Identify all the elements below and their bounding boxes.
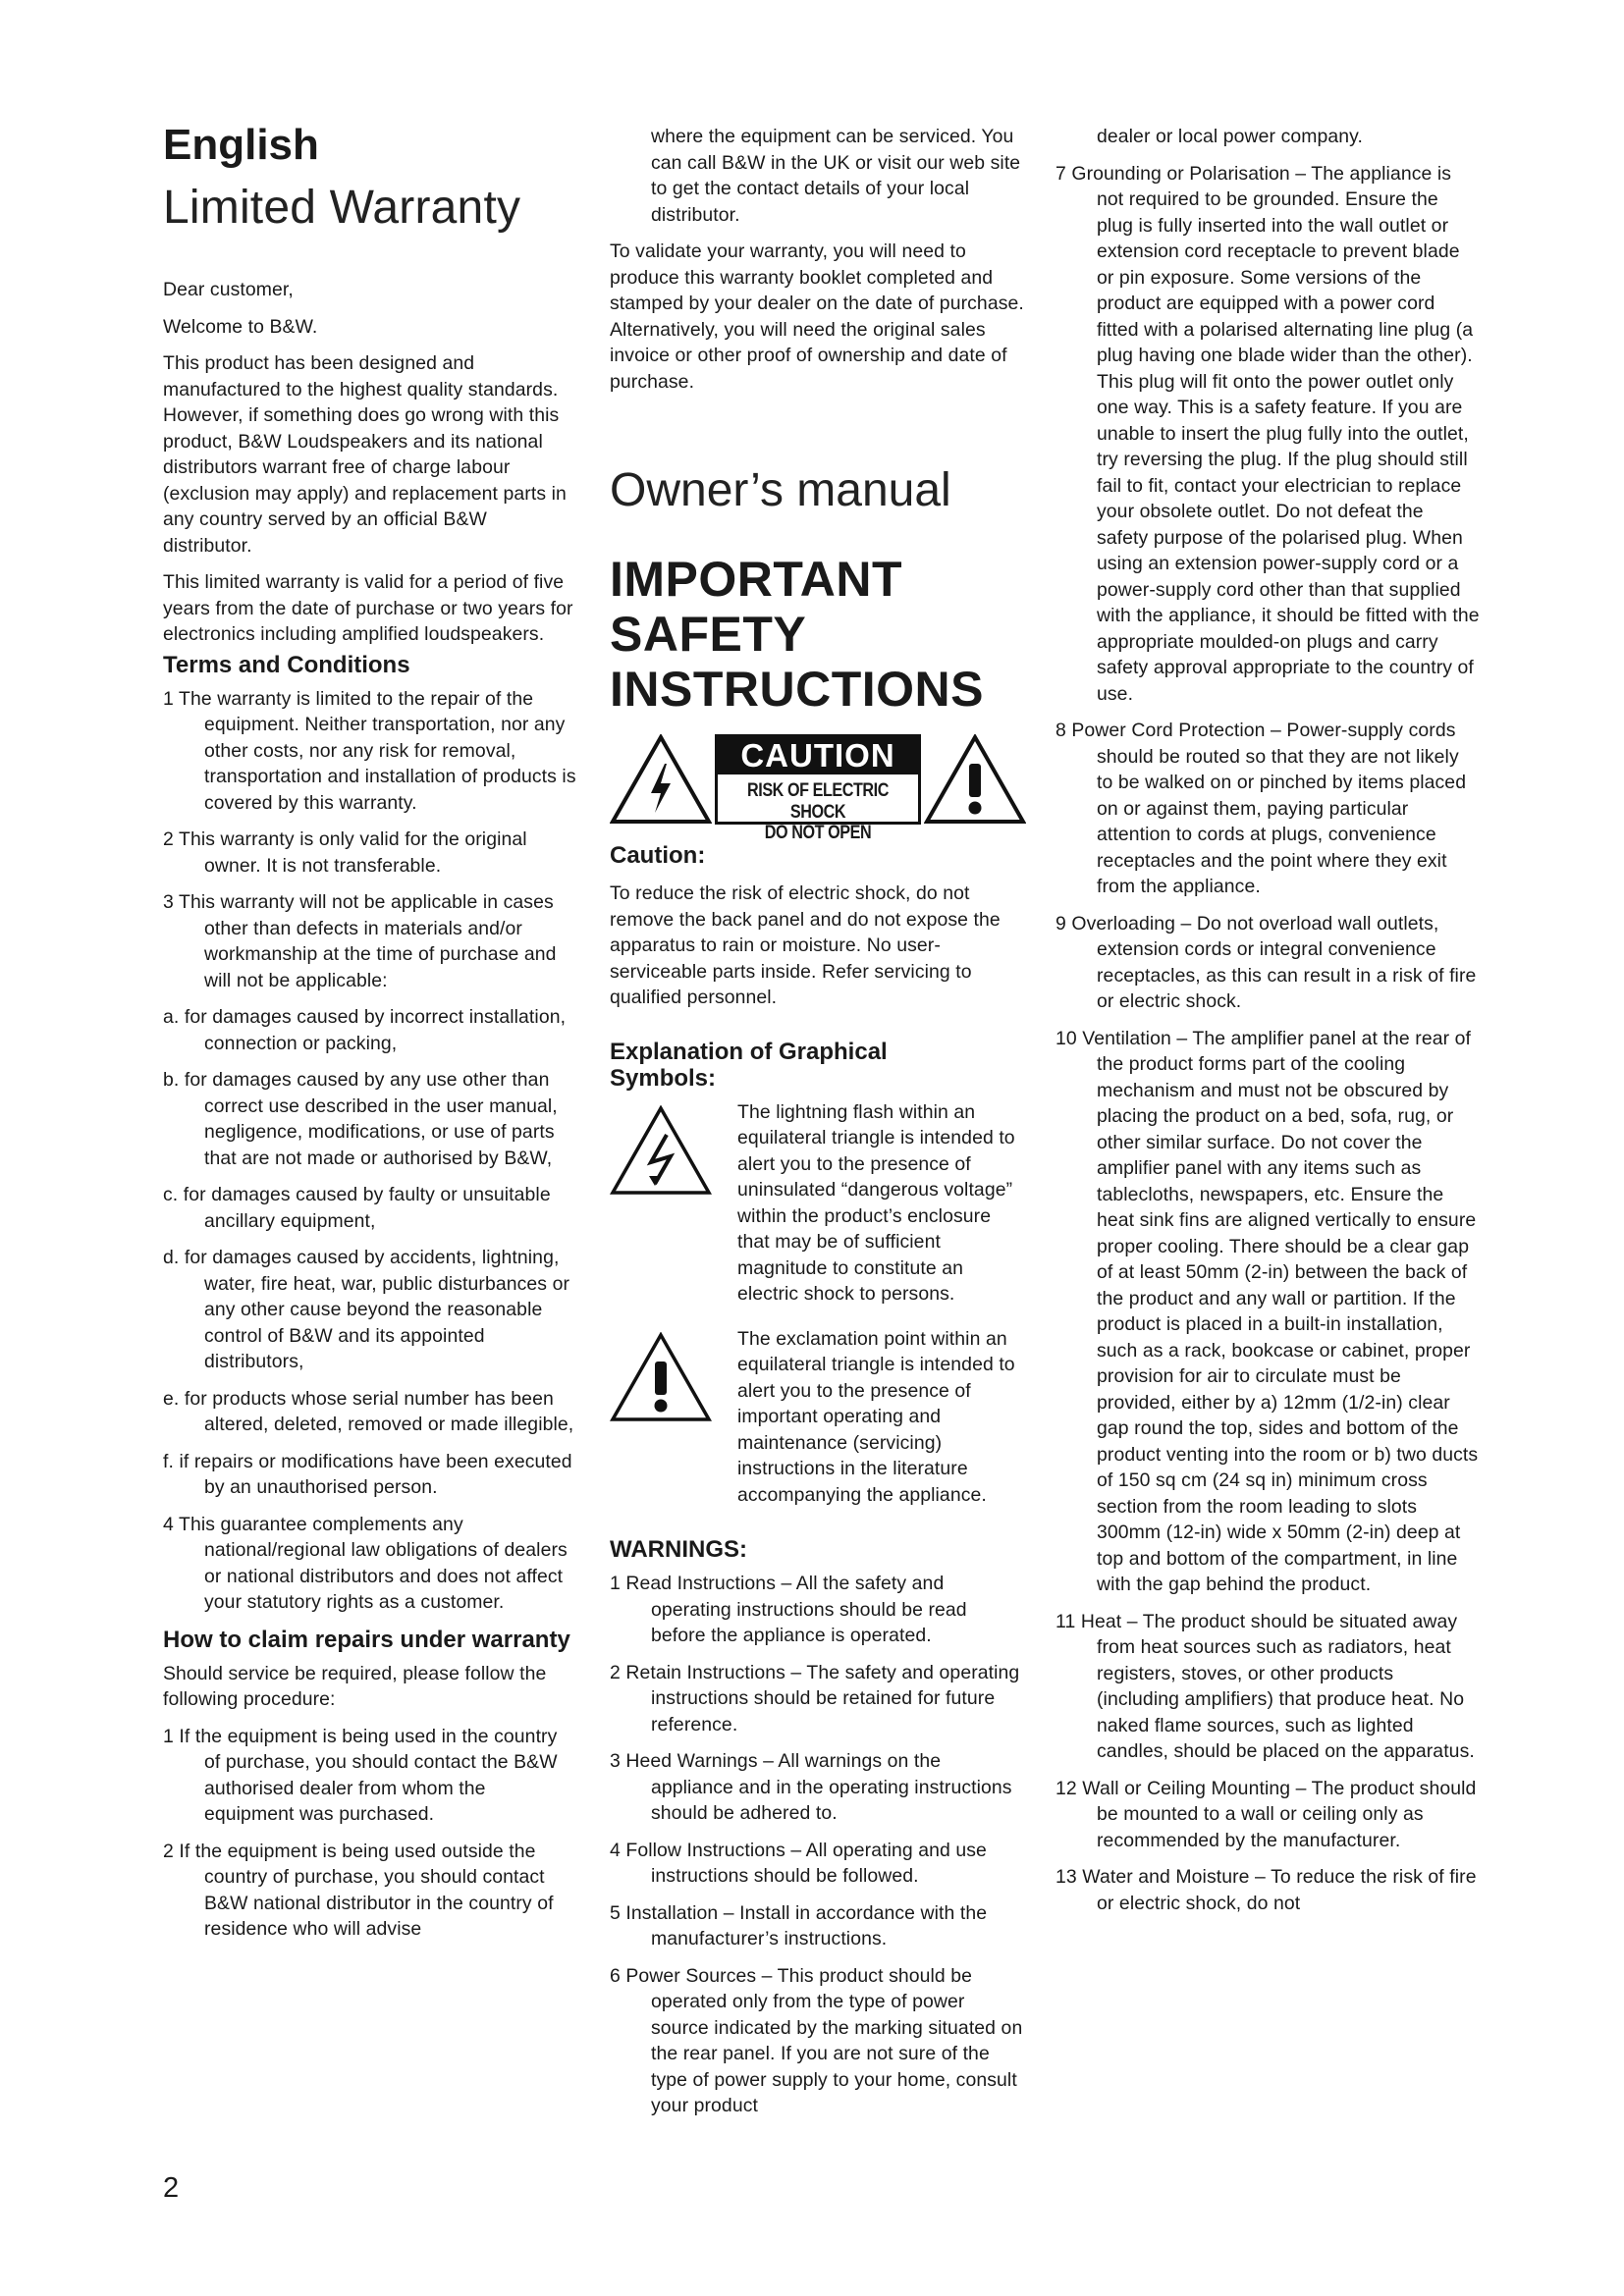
- list-item-text: The warranty is limited to the repair of the equipment. Neither transportation, nor any other costs, nor any risk for removal, transportation and installation of products is covered by this warranty.: [179, 687, 576, 814]
- language-heading: English: [163, 121, 319, 169]
- exclamation-symbol-text: The exclamation point within an equilateral triangle is intended to alert you to the presence of important operating and maintenance (servicing) instructions in the literature accompanying the appliance.: [737, 1327, 1015, 1506]
- list-item: [163, 1512, 577, 1616]
- list-item-text: if repairs or modifications have been executed by an unauthorised person.: [179, 1450, 572, 1498]
- exclamation-symbol-icon: [610, 1332, 712, 1422]
- list-item-text: Heat – The product should be situated away from heat sources such as radiators, heat registers, stoves, or other products (including amplifiers) that produce heat. No naked flame sources, such as lighted candles, should be placed on the apparatus.: [1080, 1610, 1475, 1762]
- safety-title: IMPORTANT SAFETY INSTRUCTIONS: [610, 552, 984, 717]
- list-item-number: 5: [610, 1901, 621, 1924]
- list-item-text: Installation – Install in accordance with the manufacturer’s instructions.: [625, 1901, 988, 1949]
- list-item: [610, 1900, 1026, 1952]
- list-item-number: 4: [163, 1513, 174, 1535]
- list-item-text: for damages caused by accidents, lightning, water, fire heat, war, public disturbances or any other cause beyond the reasonable control of B&W and its appointed distributors,: [184, 1247, 570, 1372]
- list-item-text: for products whose serial number has been altered, deleted, removed or made illegible,: [184, 1387, 574, 1435]
- lightning-warning-icon: [610, 734, 712, 825]
- list-item: [1056, 161, 1480, 708]
- list-item-number: 10: [1056, 1027, 1077, 1049]
- list-item-text: Heed Warnings – All warnings on the appliance and in the operating instructions should be adhered to.: [625, 1750, 1012, 1824]
- warranty-column: [163, 122, 577, 1953]
- lightning-symbol-explanation: [610, 1099, 1026, 1318]
- claim-continued: where the equipment can be serviced. You can call B&W in the UK or visit our web site to get the contact details of your local distributor.: [651, 126, 1021, 226]
- list-item-text: Wall or Ceiling Mounting – The product should be mounted to a wall or ceiling only as recommended by the manufacturer.: [1082, 1777, 1477, 1851]
- list-item-text: for damages caused by faulty or unsuitable ancillary equipment,: [183, 1184, 551, 1232]
- caution-label-title: CAUTION: [718, 737, 918, 774]
- caution-label-line1: RISK OF ELECTRIC SHOCK: [747, 780, 889, 823]
- list-item: [163, 827, 577, 879]
- list-item-number: 2: [163, 828, 174, 850]
- list-item: [610, 1963, 1026, 2119]
- owners-manual-heading: Owner’s manual: [610, 464, 951, 516]
- list-item-text: for damages caused by incorrect installation, connection or packing,: [184, 1006, 567, 1054]
- list-item: [1056, 911, 1480, 1015]
- list-item: [163, 1067, 577, 1171]
- list-item-text: This warranty is only valid for the original owner. It is not transferable.: [179, 828, 527, 877]
- list-item-number: 11: [1056, 1610, 1076, 1632]
- list-item-number: 6: [610, 1964, 621, 1987]
- list-item: [1056, 718, 1480, 900]
- list-item-number: 2: [163, 1840, 174, 1862]
- list-item: [163, 1004, 577, 1056]
- list-item: [610, 1748, 1026, 1827]
- exclamation-symbol-explanation: [610, 1326, 1026, 1520]
- list-item-number: 12: [1056, 1777, 1077, 1799]
- list-item: [163, 1724, 577, 1828]
- claim-heading: How to claim repairs under warranty: [163, 1626, 570, 1653]
- validate-paragraph: To validate your warranty, you will need to produce this warranty booklet completed and stamped by your dealer on the date of purchase. Alternatively, you will need the original sales invoice or other proof of ownership and date of purchase.: [610, 240, 1024, 393]
- greeting: Dear customer,: [163, 279, 294, 300]
- list-item-number: 13: [1056, 1866, 1077, 1888]
- list-item-number: 3: [163, 891, 174, 913]
- list-item-number: 9: [1056, 912, 1066, 934]
- warnings-list-continued: [1056, 161, 1480, 1917]
- list-item: [163, 1245, 577, 1375]
- list-item-text: Follow Instructions – All operating and use instructions should be followed.: [625, 1839, 987, 1887]
- list-item-number: 1: [163, 687, 174, 710]
- list-item-number: c.: [163, 1184, 179, 1205]
- list-item-number: 8: [1056, 720, 1066, 741]
- list-item-text: If the equipment is being used in the country of purchase, you should contact the B&W authorised dealer from whom the equipment was purchased.: [179, 1725, 558, 1825]
- list-item: [163, 1449, 577, 1501]
- caution-text: To reduce the risk of electric shock, do not remove the back panel and do not expose the apparatus to rain or moisture. No user-serviceable parts inside. Refer servicing to qualified personnel.: [610, 882, 1001, 1008]
- list-item-number: 1: [163, 1725, 174, 1747]
- terms-list: [163, 686, 577, 1616]
- list-item: [1056, 1864, 1480, 1916]
- list-item: [163, 1839, 577, 1943]
- symbols-heading: Explanation of Graphical Symbols:: [610, 1038, 888, 1092]
- list-item-text: Overloading – Do not overload wall outlets, extension cords or integral convenience receptacles, as this can result in a risk of fire or electric shock.: [1071, 912, 1477, 1012]
- list-item-text: If the equipment is being used outside the country of purchase, you should contact B&W national distributor in the country of residence who will advise: [179, 1840, 554, 1940]
- lightning-symbol-icon: [610, 1105, 712, 1196]
- list-item-text: Power Cord Protection – Power-supply cords should be routed so that they are not likely to be walked on or pinched by items placed on or against them, paying particular attention to cords at plugs, convenience receptacles and the point where they exit from the appliance.: [1071, 720, 1467, 897]
- caution-label: [715, 734, 921, 843]
- terms-heading: Terms and Conditions: [163, 651, 410, 678]
- list-item-number: f.: [163, 1450, 174, 1472]
- safety-column: [610, 124, 1026, 2130]
- validity-paragraph: This limited warranty is valid for a period of five years from the date of purchase or two years for electronics including amplified loudspeakers.: [163, 571, 573, 645]
- list-item-number: a.: [163, 1006, 180, 1028]
- list-item-text: This warranty will not be applicable in cases other than defects in materials and/or workmanship at the time of purchase and will not be applicable:: [179, 891, 557, 991]
- list-item-number: 1: [610, 1573, 621, 1594]
- list-item: [610, 1660, 1026, 1738]
- list-item: [163, 1182, 577, 1234]
- claim-list: [163, 1724, 577, 1943]
- warranty-title: Limited Warranty: [163, 182, 521, 234]
- list-item-number: e.: [163, 1387, 180, 1410]
- list-item: [163, 686, 577, 817]
- list-item-number: d.: [163, 1247, 180, 1268]
- list-item-text: Read Instructions – All the safety and operating instructions should be read before the appliance is operated.: [625, 1573, 967, 1646]
- list-item-text: Retain Instructions – The safety and operating instructions should be retained for future reference.: [625, 1661, 1020, 1735]
- list-item-text: Grounding or Polarisation – The appliance is not required to be grounded. Ensure the plug is fully inserted into the wall outlet or extension cord receptacle to prevent blade or pin exposure. Some versions of the product are equipped with a power cord fitted with a polarised alternating line plug (a plug having one blade wider than the other). This plug will fit onto the power outlet only one way. This is a safety feature. If you are unable to insert the plug fully into the outlet, try reversing the plug. If the plug should still fail to fit, contact your electrician to replace your obsolete outlet. Do not defeat the safety purpose of the polarised plug. When using an extension power-supply cord or a power-supply cord other than that supplied with the appliance, it should be fitted with the appropriate moulded-on plugs and carry safety approval appropriate to the country of use.: [1071, 162, 1480, 705]
- list-item-number: 3: [610, 1750, 621, 1772]
- exclamation-warning-icon: [924, 734, 1026, 825]
- list-item-text: This guarantee complements any national/regional law obligations of dealers or national distributors and does not affect your statutory rights as a customer.: [179, 1513, 568, 1613]
- list-item-text: for damages caused by any use other than correct use described in the user manual, negligence, modifications, or use of parts that are not made or authorised by B&W,: [184, 1069, 558, 1169]
- claim-intro: Should service be required, please follow the following procedure:: [163, 1662, 547, 1710]
- list-item-number: 4: [610, 1839, 621, 1861]
- list-item-text: Water and Moisture – To reduce the risk of fire or electric shock, do not: [1082, 1866, 1477, 1914]
- list-item-number: 7: [1056, 162, 1066, 185]
- list-item: [163, 1386, 577, 1438]
- caution-label-line2: DO NOT OPEN: [764, 823, 872, 843]
- caution-heading: Caution:: [610, 842, 706, 869]
- warnings-heading: WARNINGS:: [610, 1536, 747, 1563]
- list-item-text: Ventilation – The amplifier panel at the rear of the product forms part of the cooling mechanism and must not be obscured by placing the product on a bed, sofa, rug, or other similar surface. Do not cover the amplifier panel with any items such as tablecloths, newspapers, etc. Ensure the heat sink fins are aligned vertically to ensure proper cooling. There should be a clear gap of at least 50mm (2-in) between the back of the product and any wall or partition. If the product is placed in a built-in installation, such as a rack, bookcase or cabinet, proper provision for air to circulate must be provided, either by a) 12mm (1/2-in) clear gap round the top, sides and bottom of the product venting into the room or b) two ducts of 150 sq cm (24 sq in) minimum cross section from the room leading to slots 300mm (12-in) wide x 50mm (2-in) deep at top and bottom of the compartment, in line with the gap behind the product.: [1082, 1027, 1479, 1595]
- list-item: [610, 1571, 1026, 1649]
- list-item-number: b.: [163, 1069, 180, 1091]
- list-item-text: Power Sources – This product should be operated only from the type of power source indicated by the marking situated on the rear panel. If you are not sure of the type of power supply to your home, consult your product: [625, 1964, 1023, 2116]
- welcome: Welcome to B&W.: [163, 315, 318, 338]
- page-number: 2: [163, 2172, 180, 2204]
- warning-continued: dealer or local power company.: [1097, 126, 1364, 147]
- list-item: [1056, 1026, 1480, 1598]
- list-item: [163, 889, 577, 993]
- list-item: [1056, 1776, 1480, 1854]
- caution-label-graphic: [610, 734, 1026, 843]
- warnings-column: [1056, 124, 1480, 1927]
- intro-paragraph: This product has been designed and manufactured to the highest quality standards. However, if something does go wrong with this product, B&W Loudspeakers and its national distributors warrant free of charge labour (exclusion may apply) and replacement parts in any country served by an official B&W distributor.: [163, 352, 567, 557]
- warnings-list: [610, 1571, 1026, 2119]
- lightning-symbol-text: The lightning flash within an equilateral triangle is intended to alert you to the presence of uninsulated “dangerous voltage” within the product’s enclosure that may be of sufficient magnitude to constitute an electric shock to persons.: [737, 1100, 1015, 1305]
- list-item: [1056, 1609, 1480, 1765]
- list-item-number: 2: [610, 1661, 621, 1683]
- list-item: [610, 1838, 1026, 1890]
